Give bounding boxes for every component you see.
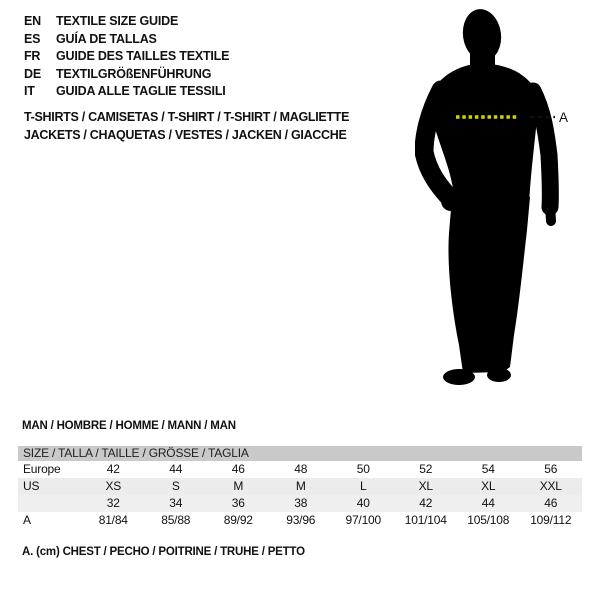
table-header: SIZE / TALLA / TAILLE / GRÖSSE / TAGLIA [18,446,582,461]
language-code: IT [24,84,35,98]
measure-label-a: A [559,110,569,125]
size-cell: 44 [481,496,495,510]
size-cell: S [171,479,180,493]
table-row-us [18,478,582,495]
size-cell: M [295,479,306,493]
size-cell: XXL [539,479,562,493]
size-cell: 54 [481,462,495,476]
size-cell: 93/96 [286,513,316,527]
language-code: FR [24,49,41,63]
row-label: US [23,479,40,493]
size-cell: 52 [419,462,433,476]
language-row [24,31,229,49]
size-cell: 42 [419,496,433,510]
table-row-europe [18,461,582,478]
category-jackets: JACKETS / CHAQUETAS / VESTES / JACKEN / GIACCHE [24,128,347,143]
size-cell: 56 [544,462,558,476]
language-label: TEXTILGRÖßENFÜHRUNG [56,66,212,81]
language-label: GUIDA ALLE TAGLIE TESSILI [56,84,226,98]
size-cell: XL [418,479,433,493]
size-table [18,446,582,529]
size-cell: XS [105,479,122,493]
language-list [24,13,229,101]
size-cell: M [233,479,244,493]
language-code: ES [24,31,41,46]
size-cell: 97/100 [345,513,381,527]
size-cell: 81/84 [98,513,128,527]
size-cell: 50 [356,462,370,476]
size-cell: L [360,479,367,493]
section-title-man: MAN / HOMBRE / HOMME / MANN / MAN [22,420,236,432]
size-cell: 109/112 [530,513,572,527]
size-cell: 40 [356,496,370,510]
size-cell: 38 [294,496,308,510]
size-cell: 85/88 [161,513,191,527]
size-cell: 101/104 [404,513,447,527]
size-cell: XL [481,479,496,493]
size-cell: 48 [294,462,308,476]
language-code: DE [24,66,41,81]
size-cell: 46 [231,462,245,476]
language-label: TEXTILE SIZE GUIDE [56,14,179,28]
language-row [24,83,229,101]
size-cell: 36 [231,496,245,510]
size-cell: 46 [544,496,558,510]
size-cell: 105/108 [467,513,510,527]
table-row-chest [18,512,582,529]
language-label: GUIDE DES TAILLES TEXTILE [56,49,230,63]
language-row [24,66,229,84]
row-label: Europe [23,462,61,476]
language-row [24,48,229,66]
language-code: EN [24,14,41,28]
size-cell: 34 [169,496,183,510]
size-cell: 89/92 [223,513,253,527]
chest-footnote: A. (cm) CHEST / PECHO / POITRINE / TRUHE / PETTO [22,546,305,558]
man-silhouette [415,5,580,395]
language-row [24,13,229,31]
table-row-numeric [18,495,582,512]
row-label: A [23,513,31,527]
size-cell: 32 [106,496,120,510]
row-label [18,495,82,512]
category-list [24,108,349,144]
size-cell: 42 [106,462,120,476]
category-tshirts: T-SHIRTS / CAMISETAS / T-SHIRT / T-SHIRT / MAGLIETTE [24,110,350,124]
language-label: GUÍA DE TALLAS [56,31,157,46]
size-cell: 44 [169,462,183,476]
